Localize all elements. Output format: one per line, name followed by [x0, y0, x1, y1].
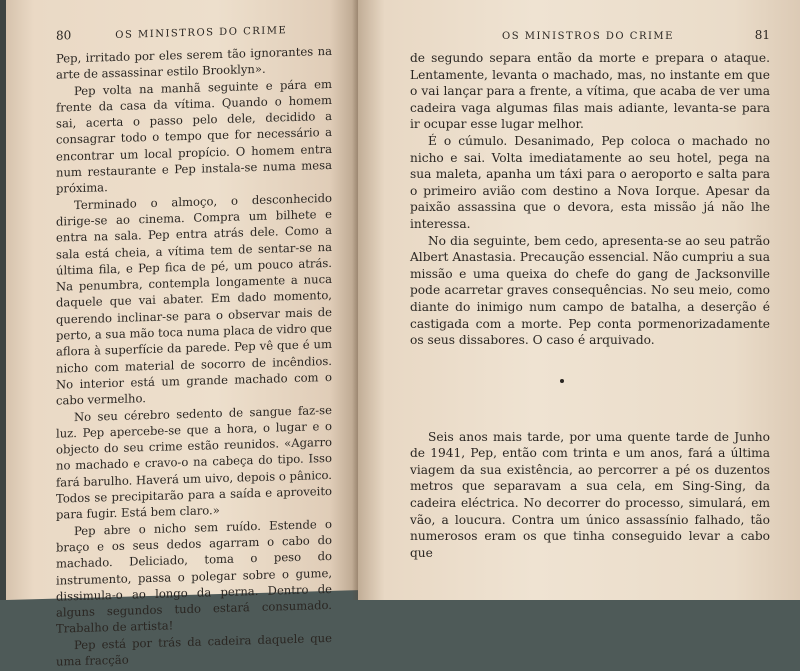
- left-page-text: [56, 43, 332, 670]
- paragraph: Terminado o almoço, o desconhecido dirige-se ao cinema. Compra um bilhete e entra na sala. Pep entra atrás dele. Como a sala está cheia, a vítima tem de sentar-se na última fila, e Pep fica de pé, um pouco atrás. Na penumbra, contempla longamente a nuca daquele que vai abater. Em dado momento, querendo inclinar-se para o observar mais de perto, a sua mão toca numa placa de vidro que aflora à superfície da parede. Pep vê que é um nicho com material de socorro de incêndios. No interior está um grande machado com o cabo vermelho.: [56, 190, 333, 408]
- left-page: [6, 0, 358, 669]
- right-page: [358, 0, 800, 600]
- paragraph: No dia seguinte, bem cedo, apresenta-se ao seu patrão Albert Anastasia. Precaução essencial. Não cumpriu a sua missão e uma queixa do chefe do gang de Jacksonville pode acarretar graves consequências. No seu meio, como diante do inimigo num campo de batalha, a deserção é castigada com a morte. Pep conta pormenorizadamente os seus dissabores. O caso é arquivado.: [410, 233, 770, 348]
- paragraph: Pep, irritado por eles serem tão ignorantes na arte de assassinar estilo Brooklyn».: [56, 43, 332, 82]
- paragraph: É o cúmulo. Desanimado, Pep coloca o machado no nicho e sai. Volta imediatamente ao seu hotel, pega na sua maleta, apanha um táxi para o aeroporto e salta para o primeiro avião com destino a Nova Iorque. Apesar da paixão assassina que o devora, esta missão já não lhe interessa.: [410, 133, 770, 231]
- section-spacer: [410, 413, 770, 429]
- left-page-header: [56, 21, 332, 43]
- paragraph: Pep está por trás da cadeira daquele que uma fracção: [56, 630, 332, 669]
- left-running-head: OS MINISTROS DO CRIME: [115, 25, 288, 41]
- section-separator-dot: [560, 379, 564, 383]
- paragraph: Pep volta na manhã seguinte e pára em frente da casa da vítima. Quando o homem sai, acerta o passo pelo dele, decidido a consagrar todo o tempo que for necessário a encontrar um local propício. O homem entra num restaurante e Pep instala-se numa mesa próxima.: [56, 76, 332, 196]
- right-page-number: 81: [754, 28, 770, 42]
- left-page-number: 80: [56, 28, 72, 43]
- paragraph: Pep abre o nicho sem ruído. Estende o braço e os seus dedos agarram o cabo do machado. Deliciado, toma o peso do instrumento, passa o polegar sobre o gume, dissimula-o ao longo da perna. Dentro de alguns segundos tudo estará consumado. Trabalho de artista!: [56, 516, 332, 636]
- right-page-header: [410, 28, 770, 42]
- paragraph: de segundo separa então da morte e prepara o ataque. Lentamente, levanta o machado, mas, no instante em que o vai lançar para a frente, a vítima, que acaba de ver uma cadeira vaga algumas filas mais adiante, levanta-se para ir ocupar esse lugar melhor.: [410, 51, 770, 132]
- right-page-text: [410, 50, 770, 561]
- right-running-head: OS MINISTROS DO CRIME: [502, 31, 674, 42]
- paragraph: No seu cérebro sedento de sangue faz-se luz. Pep apercebe-se que a hora, o lugar e o objecto do seu crime estão reunidos. «Agarro no machado e cravo-o na cabeça do tipo. Isso fará barulho. Haverá um uivo, depois o pânico. Todos se precipitarão para a saída e aproveito para fugir. Está bem claro.»: [56, 402, 332, 522]
- paragraph: Seis anos mais tarde, por uma quente tarde de Junho de 1941, Pep, então com trinta e um anos, fará a última viagem da sua existência, ao percorrer a pé os duzentos metros que separavam a sua cela, em Sing-Sing, da cadeira eléctrica. No decorrer do processo, simulará, em vão, a loucura. Contra um único assassínio falhado, tão numerosos eram os que tinha conseguido levar a cabo que: [410, 429, 770, 560]
